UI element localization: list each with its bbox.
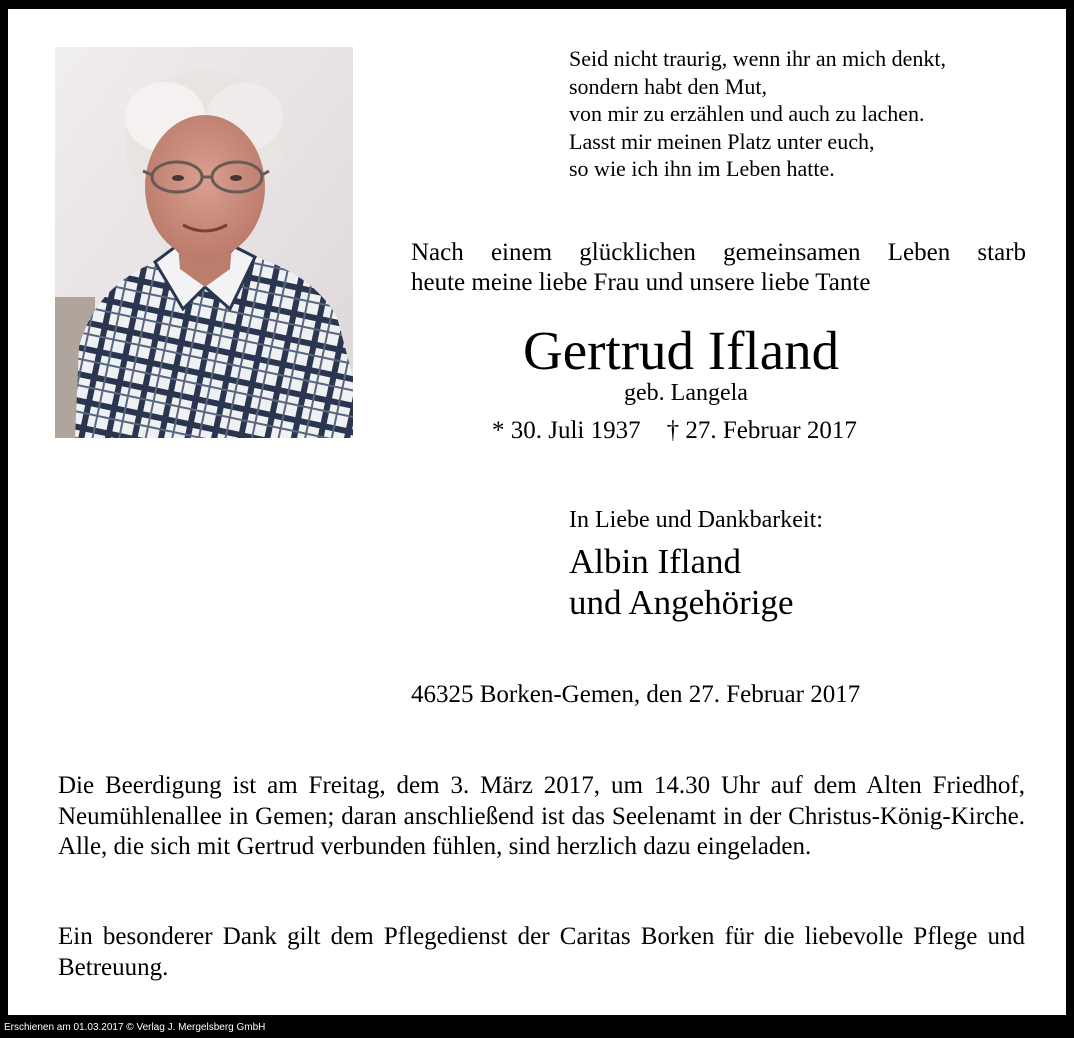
death-announcement bbox=[411, 238, 1026, 298]
poem-line: Lasst mir meinen Platz unter euch, bbox=[569, 128, 875, 154]
mourner-name: Albin Ifland bbox=[569, 542, 742, 581]
mourners-intro: In Liebe und Dankbarkeit: bbox=[569, 507, 823, 533]
place-and-date: 46325 Borken-Gemen, den 27. Februar 2017 bbox=[411, 681, 861, 708]
poem-line: so wie ich ihn im Leben hatte. bbox=[569, 156, 835, 181]
portrait-photo bbox=[55, 47, 353, 438]
thanks-note: Ein besonderer Dank gilt dem Pflegedienst der Caritas Borken für die liebevolle Pflege und Betreuung. bbox=[58, 923, 1025, 981]
maiden-name: geb. Langela bbox=[624, 380, 748, 406]
death-date: † 27. Februar 2017 bbox=[666, 417, 857, 444]
poem bbox=[569, 45, 946, 183]
mourners bbox=[569, 541, 794, 623]
life-dates bbox=[492, 416, 857, 446]
poem-line: sondern habt den Mut, bbox=[569, 73, 767, 99]
obituary-notice bbox=[8, 9, 1066, 1015]
deceased-name: Gertrud Ifland bbox=[523, 320, 840, 381]
poem-line: von mir zu erzählen und auch zu lachen. bbox=[569, 101, 925, 126]
publication-footer: Erschienen am 01.03.2017 © Verlag J. Mergelsberg GmbH bbox=[4, 1022, 266, 1033]
funeral-info: Die Beerdigung ist am Freitag, dem 3. März 2017, um 14.30 Uhr auf dem Alten Friedhof, Neumühlenallee in Gemen; daran anschließend ist das Seelenamt in der Christus-König-Kirche. Alle, die sich mit Gertrud verbunden fühlen, sind herzlich dazu eingeladen. bbox=[58, 772, 1025, 860]
announcement-line: Nach einem glücklichen gemeinsamen Leben starb bbox=[411, 239, 1026, 266]
announcement-line: heute meine liebe Frau und unsere liebe Tante bbox=[411, 269, 871, 296]
poem-line: Seid nicht traurig, wenn ihr an mich denkt, bbox=[569, 46, 946, 71]
birth-date: * 30. Juli 1937 bbox=[492, 417, 641, 444]
mourner-relatives: und Angehörige bbox=[569, 583, 794, 622]
